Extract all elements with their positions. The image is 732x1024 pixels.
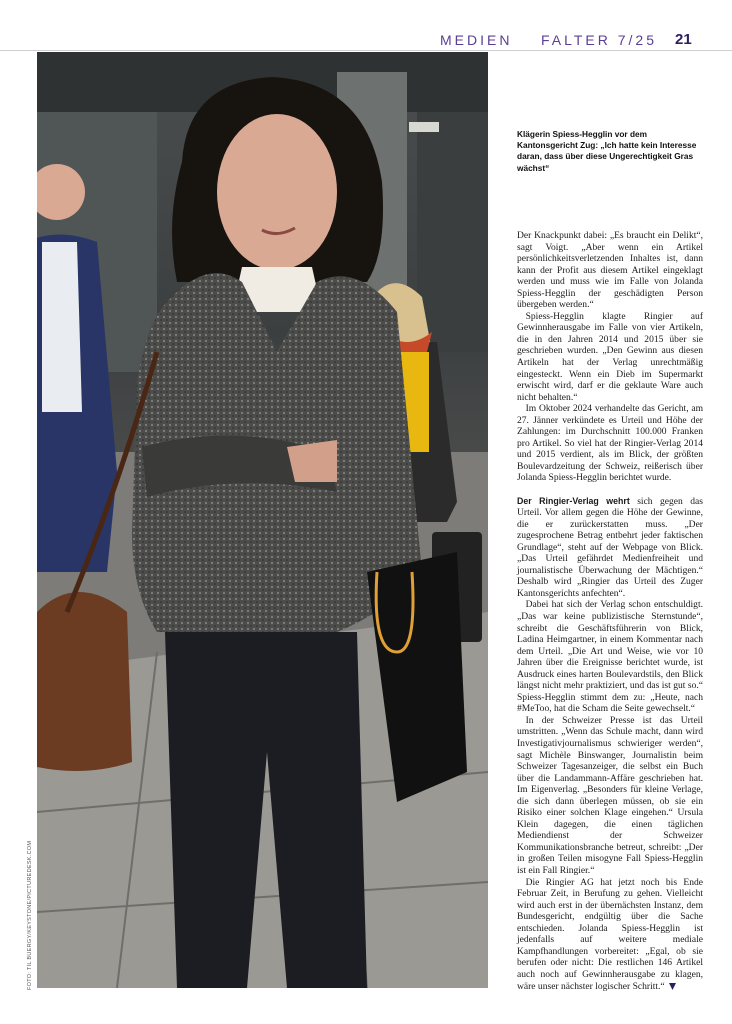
paragraph-7-text: Die Ringier AG hat jetzt noch bis Ende Februar Zeit, in Berufung zu gehen. Vielleicht wird auch erst in der übernächsten Instanz, dem Bundesgericht, endgültig über die Sache entschieden. Jolanda Spiess-Hegglin ist jedenfalls auf weitere mediale Kampfhandlungen vorbereitet: „Egal, ob sie berufen oder nicht: Die restlichen 146 Artikel auch noch auf Gewinnherausgabe zu klagen, wäre unser nächster logischer Schritt.“	[517, 876, 703, 992]
article-photo	[37, 52, 488, 988]
page-number: 21	[675, 31, 692, 48]
section-title: MEDIEN	[440, 32, 513, 48]
paragraph-6: In der Schweizer Presse ist das Urteil umstritten. „Wenn das Schule macht, dann wird Investigativjournalismus schwieriger werden“, sagt Michèle Binswanger, Journalistin beim Schweizer Tagesanzeiger, die selbst ein Buch über die Landammann-Affäre geschrieben hat. Im Eigenverlag. „Besonders für kleine Verlage, die sich dann überlegen müssen, ob sie ein Risiko einer solchen Klage eingehen.“ Ursula Klein dagegen, die einen täglichen Mediendienst der Schweizer Kommunikationsbranche betreut, schreibt: „Der in großen Teilen misogyne Fall Spiess-Hegglin ist ein Fall Ringier.“	[517, 714, 703, 877]
paragraph-7	[517, 877, 703, 992]
paragraph-3: Im Oktober 2024 verhandelte das Gericht, am 27. Jänner verkündete es Urteil und Höhe der Zahlungen: im Durchschnitt 100.000 Franken pro Artikel. So viel hat der Ringier-Verlag 2014 und 2015 verdient, als im Blick, der größten Boulevardzeitung der Schweiz, reißerisch über Jolanda Spiess-Hegglin berichtet wurde.	[517, 403, 703, 484]
paragraph-2: Spiess-Hegglin klagte Ringier auf Gewinnherausgabe im Falle von vier Artikeln, die in den Jahren 2014 und 2015 über sie geschrieben wurden. „Den Gewinn aus diesen Artikeln hat der Verlag unrechtmäßig eingesteckt. Wenn ein Dieb im Supermarkt erwischt wird, darf er die geklaute Ware auch nicht behalten.“	[517, 310, 703, 403]
article-body	[517, 230, 703, 992]
paragraph-5: Dabei hat sich der Verlag schon entschuldigt. „Das war keine publizistische Sternstunde“, schreibt die Geschäftsführerin von Blick, Ladina Heimgartner, in einem Kommentar nach dem Urteil. „Die Art und Weise, wie vor 10 Jahren über die Ereignisse berichtet wurde, ist Ausdruck eines harten Boulevardstils, den Blick längst nicht mehr praktiziert, und das ist gut so.“ Spiess-Hegglin stimmt dem zu: „Heute, nach #MeToo, hat die Scham die Seite gewechselt.“	[517, 599, 703, 715]
paragraph-4	[517, 496, 703, 600]
photo-caption: Klägerin Spiess-Hegglin vor dem Kantonsgericht Zug: „Ich hatte kein Interesse daran, dass über diese Ungerechtigkeit Gras wächst“	[517, 129, 697, 173]
paragraph-1: Der Knackpunkt dabei: „Es braucht ein Delikt“, sagt Voigt. „Aber wenn ein Artikel persönlichkeitsverletzenden Inhaltes ist, dann kann der Profit aus diesem Artikel eingeklagt werden und muss wie im Falle von Jolanda Spiess-Hegglin der geschädigten Person übergeben werden.“	[517, 230, 703, 311]
photo-illustration	[37, 52, 488, 988]
paragraph-4-text: sich gegen das Urteil. Vor allem gegen die Höhe der Gewinne, die er zurückerstatten muss. „Der zugesprochene Betrag entbehrt jeder faktischen Grundlage“, steht auf der Webpage von Blick. „Das Urteil gefährdet Medienfreiheit und journalistische Überwachung der Mächtigen.“ Deshalb wird „Ringier das Urteil des Zuger Kantonsgerichts anfechten“.	[517, 495, 703, 599]
photo-credit-strip	[27, 840, 37, 1010]
page-header	[0, 0, 732, 52]
paragraph-lead-in: Der Ringier-Verlag wehrt	[517, 495, 630, 506]
photo-credit: FOTO: TIL BUERGY/KEYSTONE/PICTUREDESK.COM	[27, 840, 33, 990]
header-rule	[0, 50, 732, 51]
issue-label: FALTER 7/25	[541, 32, 658, 48]
end-mark-icon	[669, 983, 676, 990]
